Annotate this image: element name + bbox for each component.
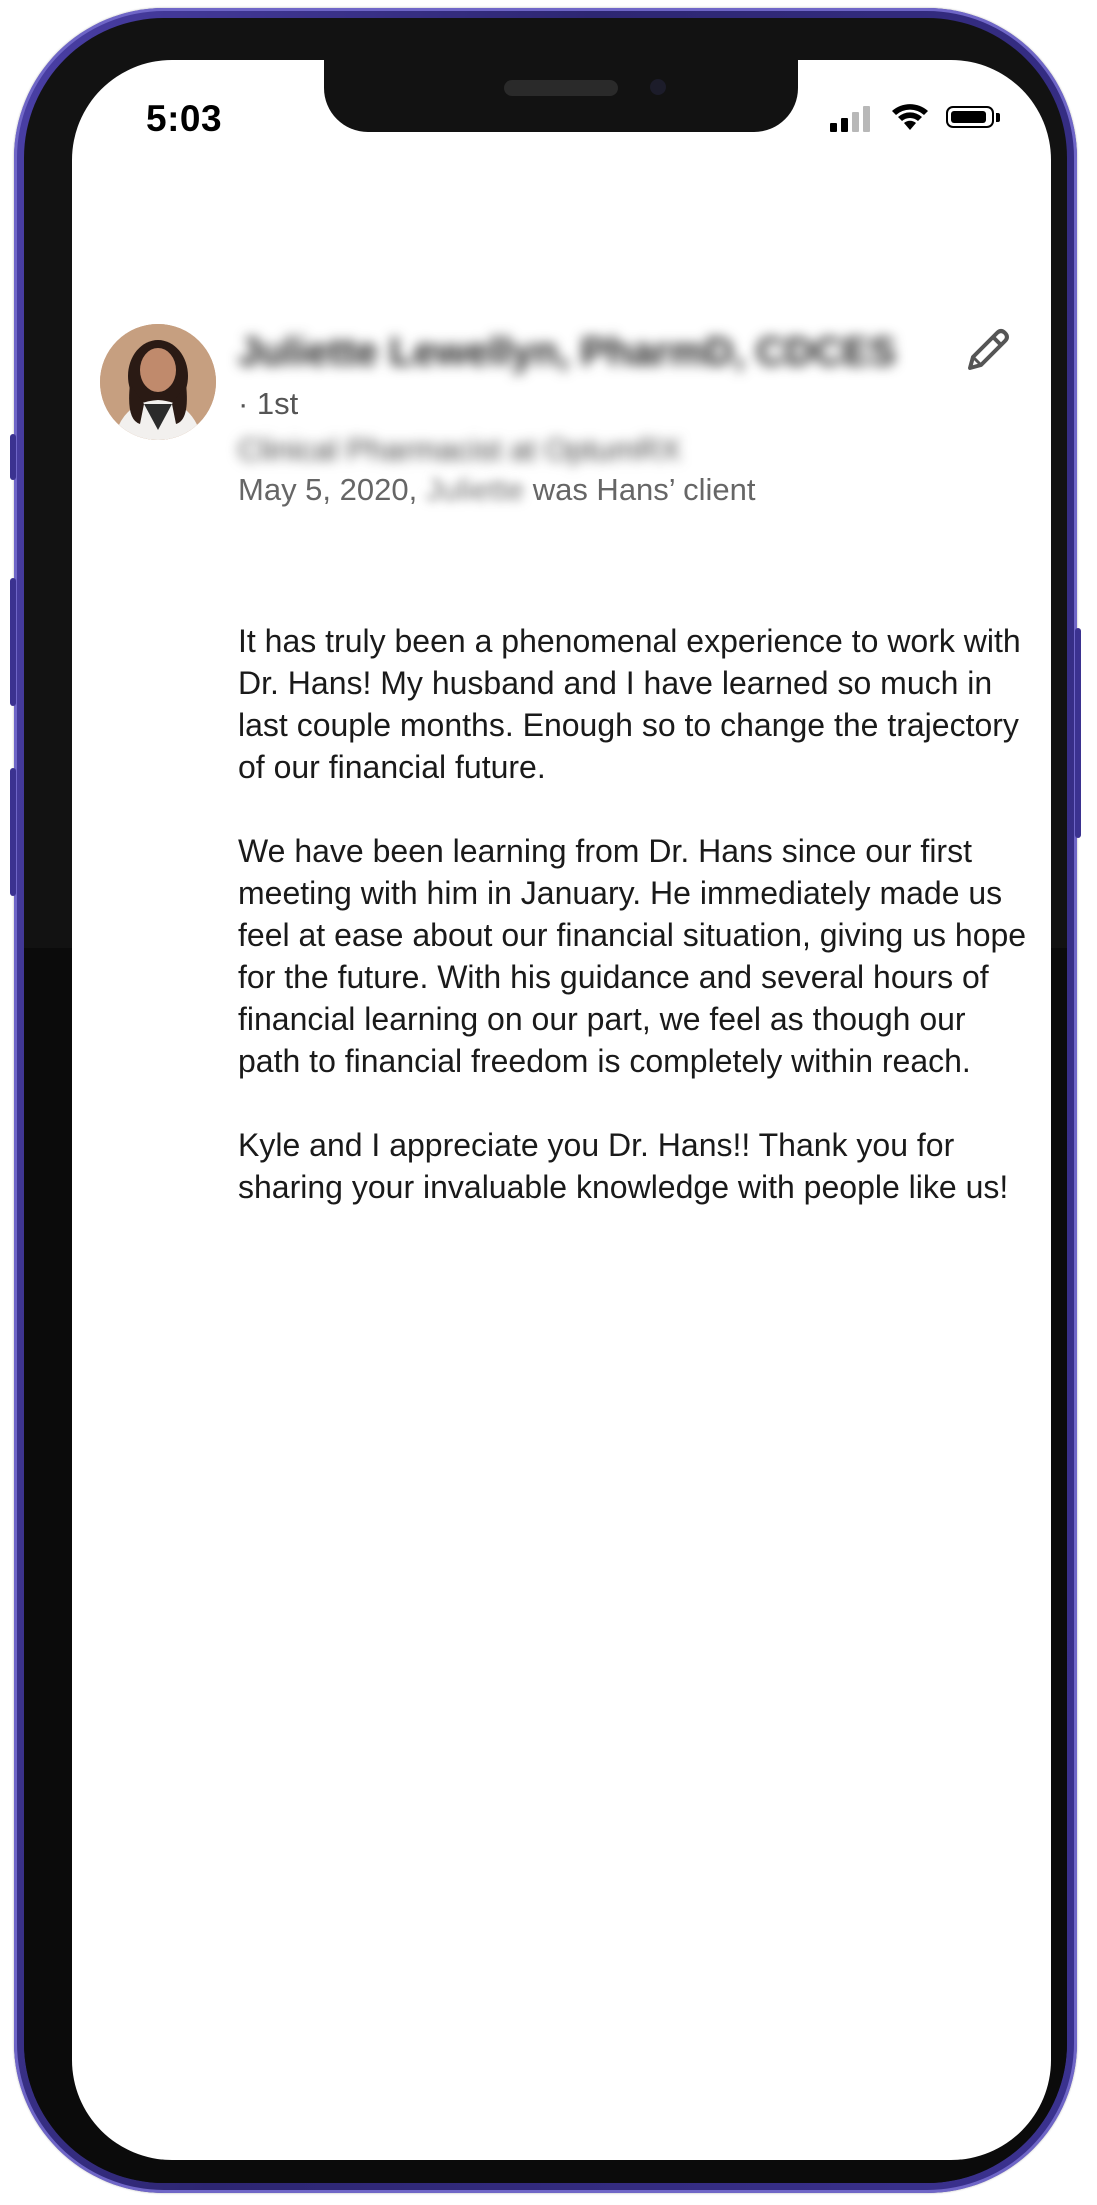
phone-screen: [72, 60, 1051, 2160]
author-avatar[interactable]: [100, 324, 216, 440]
meta-relationship: was Hans’ client: [524, 472, 756, 507]
side-button-volume-down: [10, 768, 16, 896]
wifi-icon: [890, 100, 930, 132]
status-time: 5:03: [146, 98, 223, 139]
author-name[interactable]: Juliette Lewellyn, PharmD, CDCES: [238, 330, 896, 374]
notch: [324, 60, 798, 132]
meta-date: May 5, 2020,: [238, 472, 426, 507]
meta-redacted-name: Juliette: [425, 472, 525, 507]
pencil-icon[interactable]: [960, 322, 1016, 378]
recommendation-paragraph: We have been learning from Dr. Hans since our first meeting with him in January. He immediately made us feel at ease about our financial situation, giving us hope for the future. With his guidance and several hours of financial learning on our part, we feel as though our path to financial freedom is completely within reach.: [238, 833, 1027, 1079]
side-button-power: [1075, 628, 1081, 838]
status-icons: [824, 100, 1014, 136]
side-button-mute: [10, 434, 16, 480]
connection-degree: · 1st: [238, 386, 299, 421]
recommendation-paragraph: Kyle and I appreciate you Dr. Hans!! Thank you for sharing your invaluable knowledge with people like us!: [238, 1127, 1009, 1205]
speaker-grille: [504, 80, 618, 96]
phone-frame: [14, 8, 1077, 2193]
author-headline: Clinical Pharmacist at OptumRX: [238, 432, 681, 467]
front-camera-icon: [650, 79, 666, 95]
side-button-volume-up: [10, 578, 16, 706]
recommendation-paragraph: It has truly been a phenomenal experience to work with Dr. Hans! My husband and I have learned so much in last couple months. Enough so to change the trajectory of our financial future.: [238, 623, 1021, 785]
recommendation-meta: [238, 472, 756, 508]
avatar-photo: [100, 324, 216, 440]
battery-icon: [946, 106, 994, 128]
recommendation-text: [238, 620, 1028, 1250]
